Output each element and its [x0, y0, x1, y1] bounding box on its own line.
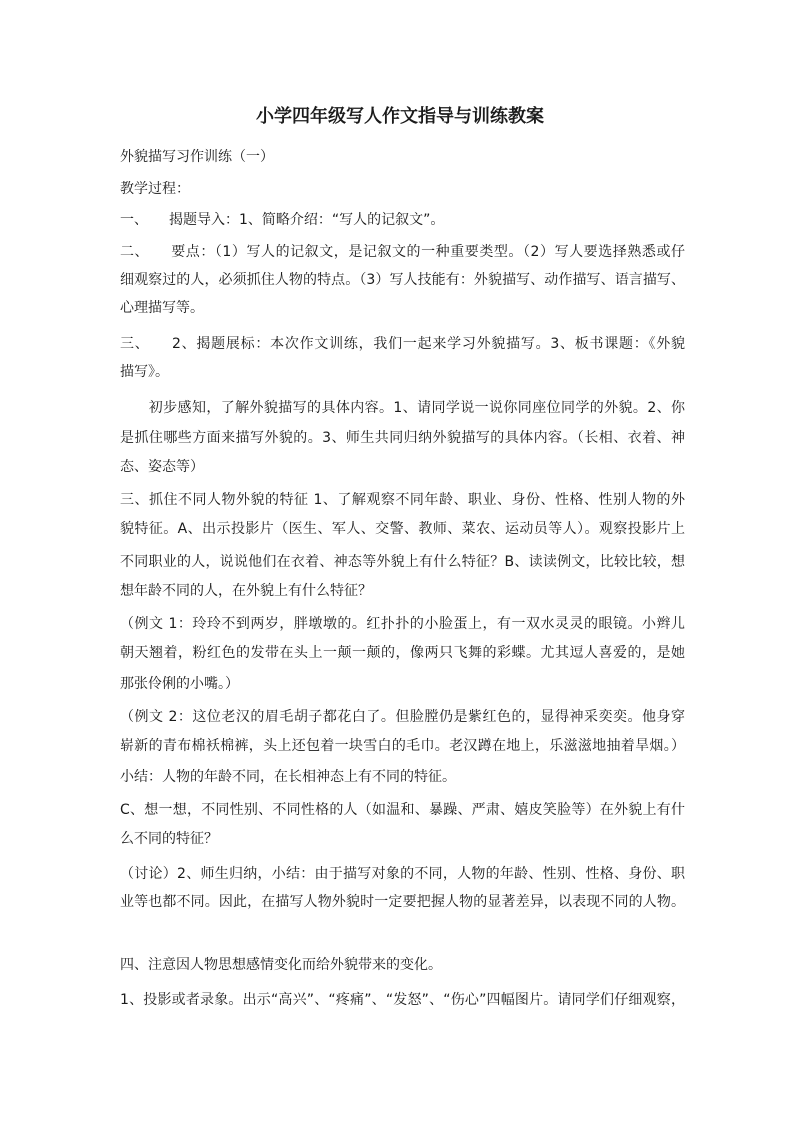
paragraph-line: 描写》。 [120, 364, 169, 380]
paragraph-line: 是抓住哪些方面来描写外貌的。3、师生共同归纳外貌描写的具体内容。（长相、衣着、神 [120, 430, 685, 446]
paragraph-line: 不同职业的人，说说他们在衣着、神态等外貌上有什么特征？B、读读例文，比较比较，想 [120, 554, 685, 570]
paragraph-line: 教学过程： [120, 181, 190, 197]
document-title: 小学四年级写人作文指导与训练教案 [256, 106, 544, 127]
section-heading: 外貌描写习作训练（一） [120, 149, 274, 165]
example-text-line: 崭新的青布棉袄棉裤，头上还包着一块雪白的毛巾。老汉蹲在地上，乐滋滋地抽着旱烟。） [120, 738, 685, 754]
paragraph-line: 三、抓住不同人物外貌的特征 1、了解观察不同年龄、职业、身份、性格、性别人物的外 [120, 492, 685, 508]
paragraph-line: C、想一想，不同性别、不同性格的人（如温和、暴躁、严肃、嬉皮笑脸等）在外貌上有什 [120, 802, 685, 818]
paragraph-line: （讨论）2、师生归纳，小结：由于描写对象的不同，人物的年龄、性别、性格、身份、职 [120, 866, 685, 882]
paragraph-line: 心理描写等。 [120, 300, 204, 316]
paragraph-line: 业等也都不同。因此，在描写人物外貌时一定要把握人物的显著差异，以表现不同的人物。 [120, 894, 685, 910]
example-text-line: （例文 2：这位老汉的眉毛胡子都花白了。但脸膛仍是紫红色的，显得神采奕奕。他身穿 [120, 709, 685, 725]
paragraph-line: 三、 2、揭题展标：本次作文训练，我们一起来学习外貌描写。3、板书课题：《外貌 [120, 336, 685, 352]
example-text-line: （例文 1：玲玲不到两岁，胖墩墩的。红扑扑的小脸蛋上，有一双水灵灵的眼镜。小辫儿 [120, 616, 685, 632]
paragraph-line: 态、姿态等） [120, 459, 204, 475]
paragraph-line: 1、投影或者录象。出示“高兴”、“疼痛”、“发怒”、“伤心”四幅图片。请同学们仔细观察， [120, 992, 685, 1008]
example-text-line: 朝天翘着，粉红色的发带在头上一颠一颠的，像两只飞舞的彩蝶。尤其逗人喜爱的，是她 [120, 645, 685, 661]
example-text-line: 那张伶俐的小嘴。） [120, 676, 239, 692]
paragraph-line: 想年龄不同的人，在外貌上有什么特征？ [120, 583, 372, 599]
paragraph-line: 初步感知，了解外貌描写的具体内容。1、请同学说一说你同座位同学的外貌。2、你 [120, 400, 685, 416]
paragraph-line: 一、 揭题导入：1、简略介绍：“写人的记叙文”。 [120, 212, 445, 228]
paragraph-line: 貌特征。A、出示投影片（医生、军人、交警、教师、菜农、运动员等人）。观察投影片上 [120, 521, 685, 537]
paragraph-line: 么不同的特征？ [120, 831, 218, 847]
paragraph-line: 细观察过的人，必须抓住人物的特点。（3）写人技能有：外貌描写、动作描写、语言描写、 [120, 272, 685, 288]
section-heading: 四、注意因人物思想感情变化而给外貌带来的变化。 [120, 957, 442, 973]
paragraph-line: 二、 要点：（1）写人的记叙文，是记叙文的一种重要类型。（2）写人要选择熟悉或仔 [120, 244, 685, 260]
paragraph-line: 小结：人物的年龄不同，在长相神态上有不同的特征。 [120, 769, 456, 785]
